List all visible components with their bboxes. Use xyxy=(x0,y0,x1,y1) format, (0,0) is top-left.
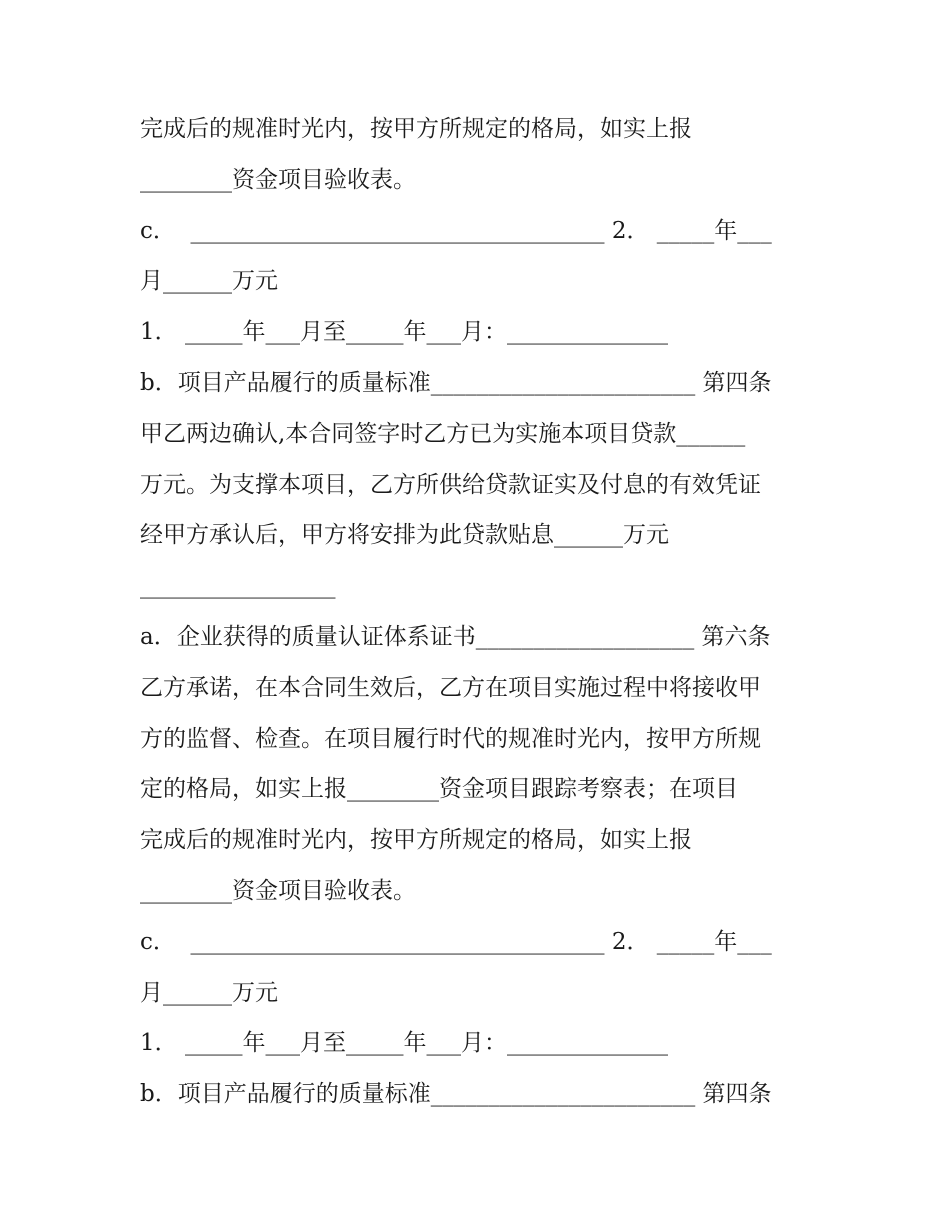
text-line: 方的监督、检查。在项目履行时代的规准时光内，按甲方所规 xyxy=(140,725,761,752)
text-line: b．项目产品履行的质量标准_______________________ 第四条 xyxy=(140,369,772,396)
text-line: b．项目产品履行的质量标准_______________________ 第四条 xyxy=(140,1081,772,1108)
text-line: 万元。为支撑本项目，乙方所供给贷款证实及付息的有效凭证 xyxy=(140,471,761,498)
text-line: c． ____________________________________ 2． _____年___ xyxy=(140,217,772,244)
document-body xyxy=(140,104,820,1120)
text-line: 月______万元 xyxy=(140,268,278,295)
text-line: _________________ xyxy=(140,573,336,600)
text-line: 月______万元 xyxy=(140,979,278,1006)
text-line: ________资金项目验收表。 xyxy=(140,877,416,904)
text-line: 甲乙两边确认,本合同签字时乙方已为实施本项目贷款______ xyxy=(140,420,746,447)
text-line: 1． _____年___月至_____年___月：______________ xyxy=(140,1030,668,1057)
text-line: a．企业获得的质量认证体系证书___________________ 第六条 xyxy=(140,623,771,650)
text-line: 完成后的规准时光内，按甲方所规定的格局，如实上报 xyxy=(140,827,692,854)
text-line: 乙方承诺，在本合同生效后，乙方在项目实施过程中将接收甲 xyxy=(140,674,761,701)
text-line: 1． _____年___月至_____年___月：______________ xyxy=(140,319,668,346)
text-line: 定的格局，如实上报________资金项目跟踪考察表；在项目 xyxy=(140,776,738,803)
text-line: c． ____________________________________ 2． _____年___ xyxy=(140,928,772,955)
text-line: ________资金项目验收表。 xyxy=(140,166,416,193)
text-line: 完成后的规准时光内，按甲方所规定的格局，如实上报 xyxy=(140,116,692,142)
text-line: 经甲方承认后，甲方将安排为此贷款贴息______万元 xyxy=(140,522,669,549)
